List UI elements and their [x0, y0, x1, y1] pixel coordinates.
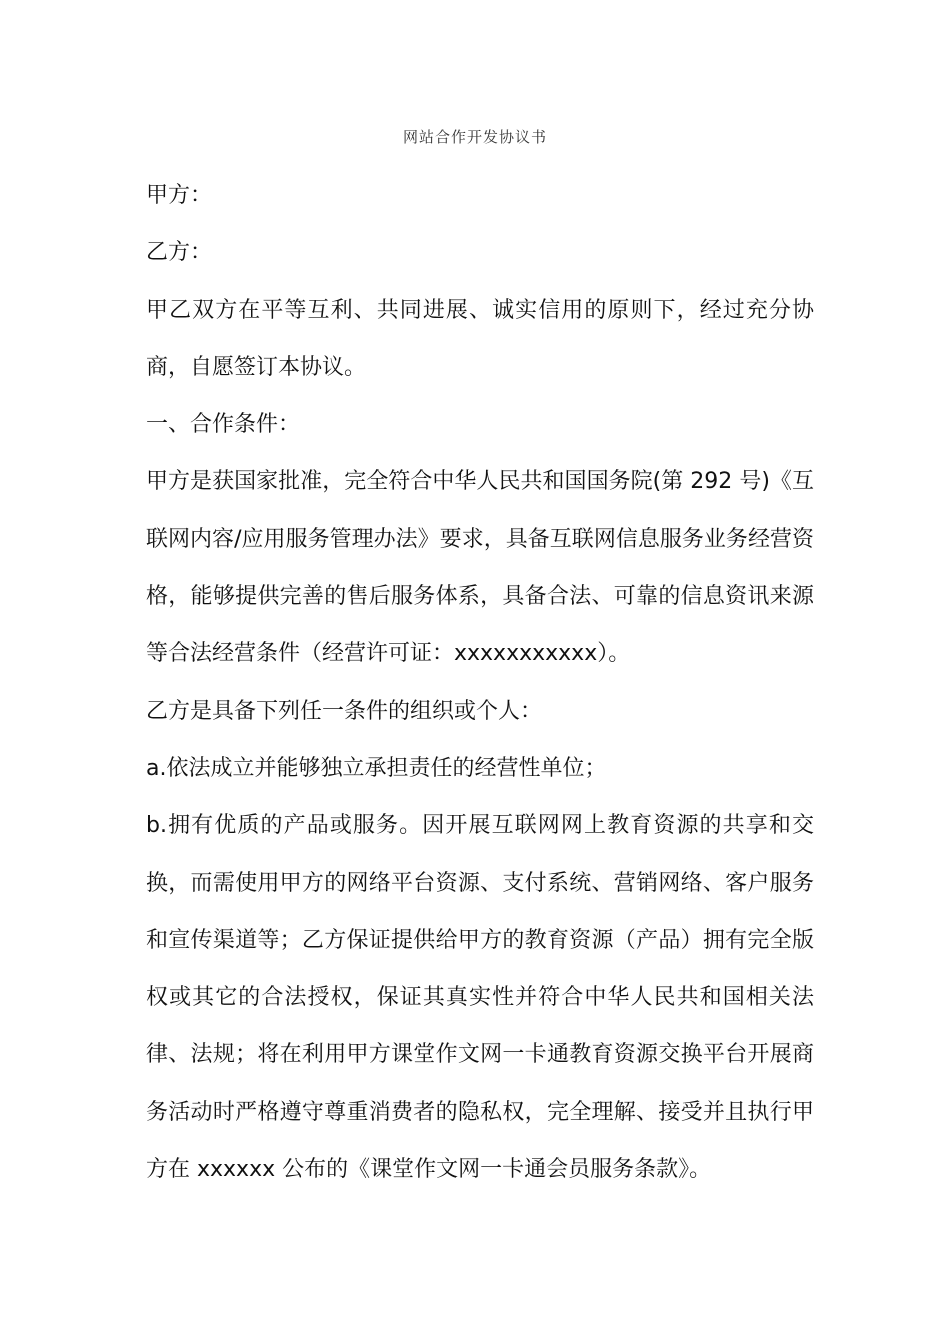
document-title: 网站合作开发协议书: [402, 128, 547, 146]
document-body: [146, 167, 814, 1198]
condition-item-b: b.拥有优质的产品或服务。因开展互联网网上教育资源的共享和交换，而需使用甲方的网络平台资源、支付系统、营销网络、客户服务和宣传渠道等；乙方保证提供给甲方的教育资源（产品）拥有完全版权或其它的合法授权，保证其真实性并符合中华人民共和国相关法律、法规；将在利用甲方课堂作文网一卡通教育资源交换平台开展商务活动时严格遵守尊重消费者的隐私权，完全理解、接受并且执行甲方在 xxxxxx 公布的《课堂作文网一卡通会员服务条款》。: [146, 813, 814, 1183]
section-heading-cooperation-conditions: 一、合作条件：: [146, 412, 301, 438]
party-b-label: 乙方：: [146, 240, 213, 266]
party-a-conditions-paragraph: 甲方是获国家批准，完全符合中华人民共和国国务院(第 292 号)《互联网内容/应用服务管理办法》要求，具备互联网信息服务业务经营资格，能够提供完善的售后服务体系，具备合法、可靠的信息资讯来源等合法经营条件（经营许可证：xxxxxxxxxxx）。: [146, 469, 814, 667]
condition-item-a: a.依法成立并能够独立承担责任的经营性单位；: [146, 755, 607, 781]
party-b-conditions-intro: 乙方是具备下列任一条件的组织或个人：: [146, 698, 543, 724]
party-a-label: 甲方：: [146, 183, 213, 208]
preamble-paragraph: 甲乙双方在平等互利、共同进展、诚实信用的原则下，经过充分协商，自愿签订本协议。: [146, 297, 814, 380]
